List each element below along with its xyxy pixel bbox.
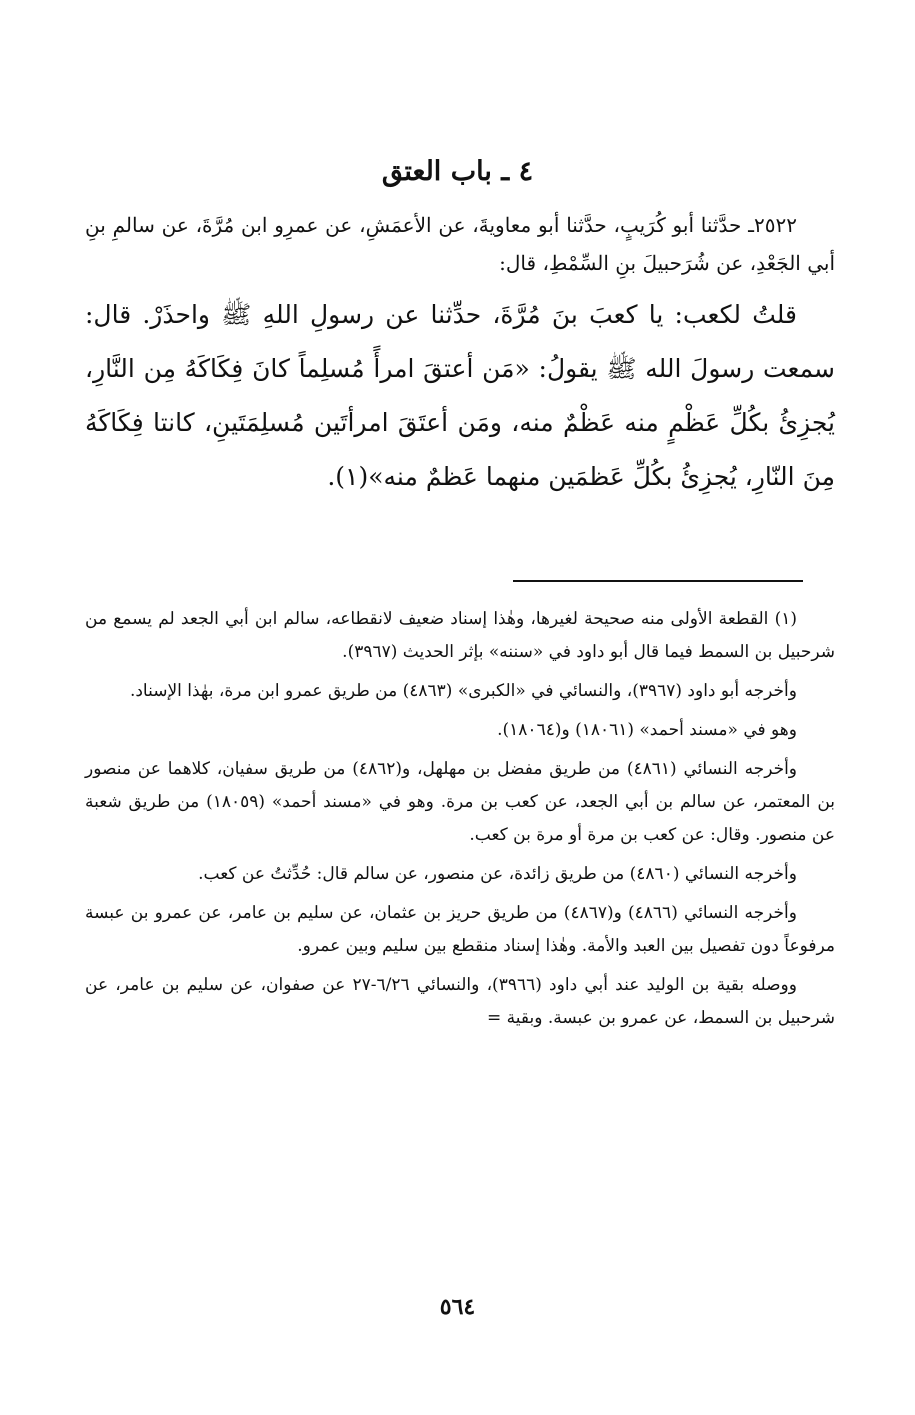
footnote-paragraph: ووصله بقية بن الوليد عند أبي داود (٣٩٦٦)، والنسائي ٦/٢٦-٢٧ عن صفوان، عن سليم بن عامر، عن شرحبيل بن السمط، عن عمرو بن عبسة. وبقية = [85, 975, 835, 1028]
chapter-title: ٤ ـ باب العتق [381, 156, 534, 187]
footnote-divider [513, 580, 803, 582]
hadith-isnad: ٢٥٢٢ـ حدَّثنا أبو كُرَيبٍ، حدَّثنا أبو معاويةَ، عن الأعمَشِ، عن عمرِو ابن مُرَّةَ، عن سالمِ بنِ أبي الجَعْدِ، عن شُرَحبيلَ بنِ السِّمْطِ، قال: [85, 213, 835, 275]
page-number: ٥٦٤ [439, 1294, 476, 1320]
footnote-paragraph: وأخرجه النسائي (٤٨٦٠) من طريق زائدة، عن منصور، عن سالم قال: حُدِّثتُ عن كعب. [198, 864, 797, 884]
footnote-paragraph: وأخرجه النسائي (٤٨٦٦) و(٤٨٦٧) من طريق حريز بن عثمان، عن سليم بن عامر، عن عمرو بن عبسة مرفوعاً دون تفصيل بين العبد والأمة. وهٰذا إسناد منقطع بين سليم وبين عمرو. [85, 903, 835, 956]
footnote-paragraph: وأخرجه النسائي (٤٨٦١) من طريق مفضل بن مهلهل، و(٤٨٦٢) من طريق سفيان، كلاهما عن منصور بن المعتمر، عن سالم بن أبي الجعد، عن كعب بن مرة. وهو في «مسند أحمد» (١٨٠٥٩) من طريق شعبة عن منصور. وقال: عن كعب بن مرة أو مرة بن كعب. [85, 759, 836, 845]
footnote-paragraph: وهو في «مسند أحمد» (١٨٠٦١) و(١٨٠٦٤). [497, 720, 797, 740]
footnotes [85, 603, 835, 1041]
hadith-text [85, 206, 835, 504]
footnote-paragraph: (١) القطعة الأولى منه صحيحة لغيرها، وهٰذا إسناد ضعيف لانقطاعه، سالم ابن أبي الجعد لم يسمع من شرحبيل بن السمط فيما قال أبو داود في «سننه» بإثر الحديث (٣٩٦٧). [85, 609, 835, 662]
footnote-paragraph: وأخرجه أبو داود (٣٩٦٧)، والنسائي في «الكبرى» (٤٨٦٣) من طريق عمرو ابن مرة، بهٰذا الإسناد. [129, 681, 797, 701]
hadith-matn: قلتُ لكعب: يا كعبَ بنَ مُرَّةَ، حدِّثنا عن رسولِ اللهِ ﷺ واحذَرْ. قال: سمعت رسولَ الله ﷺ يقولُ: «مَن أعتقَ امرأً مُسلِماً كانَ فِكَاكَهُ مِن النَّارِ، يُجزِئُ بكُلِّ عَظْمٍ منه عَظْمٌ منه، ومَن أعتَقَ امرأتَين مُسلِمَتَينِ، كانتا فِكَاكَهُ مِنَ النّارِ، يُجزِئُ بكُلِّ عَظمَين منهما عَظمٌ منه»(١). [85, 300, 835, 491]
